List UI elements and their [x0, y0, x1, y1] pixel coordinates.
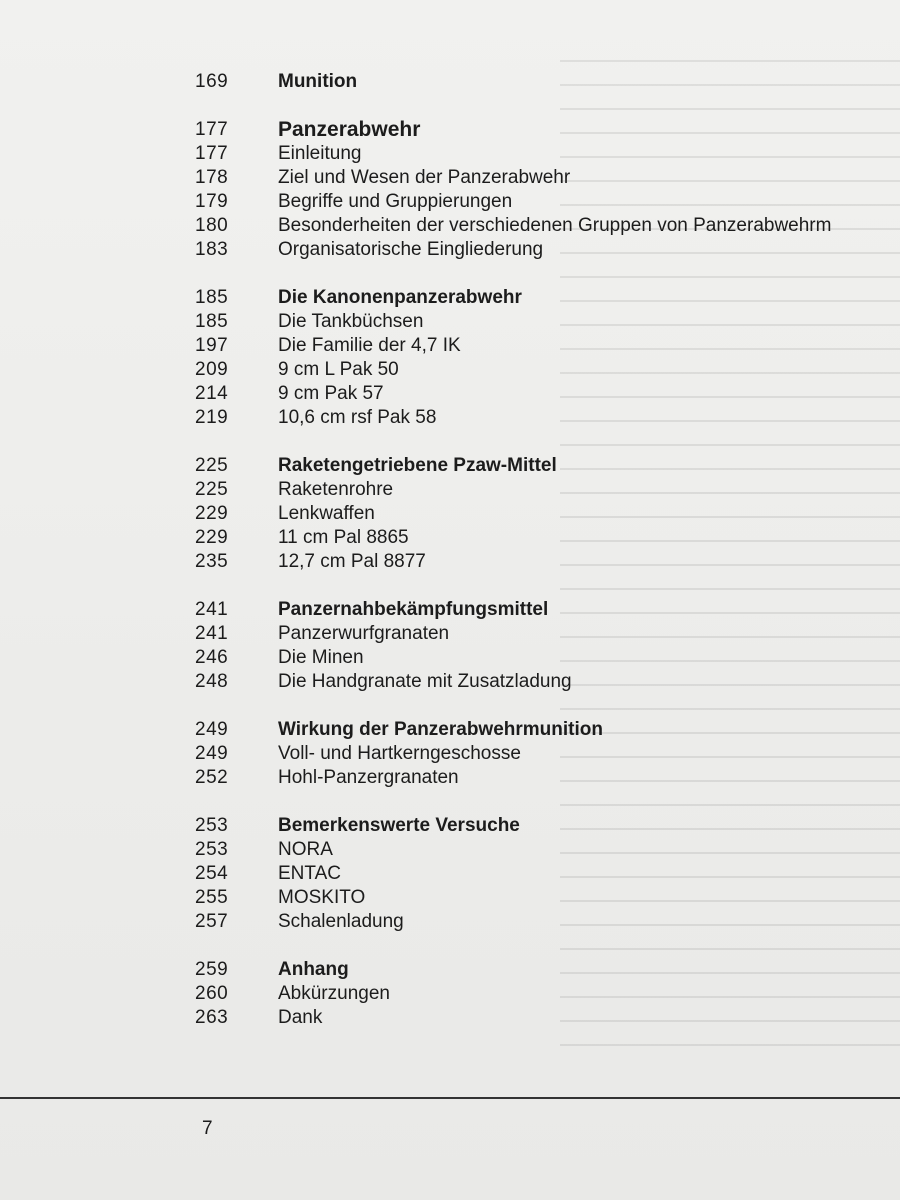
toc-page-number: 257	[195, 911, 229, 932]
toc-page-number: 263	[195, 1007, 229, 1028]
toc-entry-title: Die Familie der 4,7 IK	[278, 335, 461, 356]
toc-page-number: 260	[195, 983, 229, 1004]
toc-entry-title: Schalenladung	[278, 911, 404, 932]
toc-entry-row	[0, 622, 900, 646]
toc-entry-title: Besonderheiten der verschiedenen Gruppen von Panzerabwehrm	[278, 215, 832, 236]
toc-entry-row	[0, 982, 900, 1006]
toc-page-number: 253	[195, 839, 229, 860]
toc-entry-title: Begriffe und Gruppierungen	[278, 191, 513, 212]
toc-entry-row	[0, 382, 900, 406]
toc-entry-title: Hohl-Panzergranaten	[278, 767, 459, 788]
toc-section	[0, 598, 900, 694]
toc-page-number: 229	[195, 503, 229, 524]
toc-entry-row	[0, 334, 900, 358]
toc-page-number: 177	[195, 119, 229, 140]
toc-section	[0, 958, 900, 1030]
toc-heading-title: Bemerkenswerte Versuche	[278, 815, 520, 836]
page-number: 7	[202, 1118, 213, 1139]
toc-heading-title: Panzerabwehr	[278, 118, 421, 141]
toc-entry-title: Die Tankbüchsen	[278, 311, 424, 332]
toc-page-number: 219	[195, 407, 229, 428]
toc-entry-row	[0, 502, 900, 526]
toc-entry-row	[0, 190, 900, 214]
toc-page-number: 225	[195, 455, 229, 476]
toc-heading-title: Die Kanonenpanzerabwehr	[278, 287, 522, 308]
toc-entry-row	[0, 862, 900, 886]
toc-entry-row	[0, 166, 900, 190]
toc-page-number: 169	[195, 71, 229, 92]
toc-page-number: 185	[195, 287, 229, 308]
toc-entry-row	[0, 646, 900, 670]
toc-heading-title: Panzernahbekämpfungsmittel	[278, 599, 549, 620]
toc-page-number: 246	[195, 647, 229, 668]
footer-rule	[0, 1097, 900, 1099]
toc-entry-title: 9 cm Pak 57	[278, 383, 384, 404]
toc-page-number: 241	[195, 599, 229, 620]
toc-entry-title: Ziel und Wesen der Panzerabwehr	[278, 167, 571, 188]
toc-section	[0, 454, 900, 574]
toc-page-number: 209	[195, 359, 229, 380]
toc-page-number: 185	[195, 311, 229, 332]
toc-page-number: 249	[195, 743, 229, 764]
toc-entry-title: Lenkwaffen	[278, 503, 375, 524]
toc-entry-title: Organisatorische Eingliederung	[278, 239, 544, 260]
toc-entry-title: Abkürzungen	[278, 983, 390, 1004]
toc-page-number: 249	[195, 719, 229, 740]
toc-entry-row	[0, 886, 900, 910]
toc-page-number: 253	[195, 815, 229, 836]
toc-entry-title: Raketenrohre	[278, 479, 394, 500]
toc-entry-title: 9 cm L Pak 50	[278, 359, 399, 380]
toc-heading-row	[0, 70, 900, 94]
toc-page-number: 177	[195, 143, 229, 164]
toc-heading-row	[0, 118, 900, 142]
toc-page-number: 254	[195, 863, 229, 884]
toc-section	[0, 70, 900, 94]
toc-entry-row	[0, 766, 900, 790]
toc-entry-row	[0, 310, 900, 334]
toc-entry-row	[0, 526, 900, 550]
toc-entry-row	[0, 478, 900, 502]
toc-entry-title: Einleitung	[278, 143, 362, 164]
toc-entry-title: MOSKITO	[278, 887, 366, 908]
toc-entry-row	[0, 838, 900, 862]
toc-page-number: 197	[195, 335, 229, 356]
toc-entry-title: NORA	[278, 839, 333, 860]
toc-page-number: 255	[195, 887, 229, 908]
toc-section	[0, 814, 900, 934]
toc-entry-row	[0, 358, 900, 382]
toc-heading-row	[0, 286, 900, 310]
toc-page-number: 180	[195, 215, 229, 236]
toc-page-number: 252	[195, 767, 229, 788]
toc-entry-title: Dank	[278, 1007, 323, 1028]
toc-page-number: 183	[195, 239, 229, 260]
toc-entry-title: 12,7 cm Pal 8877	[278, 551, 426, 572]
toc-heading-row	[0, 958, 900, 982]
toc-heading-title: Wirkung der Panzerabwehrmunition	[278, 719, 603, 740]
toc-entry-row	[0, 214, 900, 238]
toc-entry-row	[0, 1006, 900, 1030]
toc-heading-row	[0, 598, 900, 622]
toc-heading-title: Anhang	[278, 959, 349, 980]
toc-section	[0, 718, 900, 790]
toc-entry-title: 10,6 cm rsf Pak 58	[278, 407, 437, 428]
toc-entry-row	[0, 406, 900, 430]
toc-entry-row	[0, 742, 900, 766]
toc-entry-title: 11 cm Pal 8865	[278, 527, 409, 548]
toc-page-number: 248	[195, 671, 229, 692]
toc-page-number: 178	[195, 167, 229, 188]
toc-entry-row	[0, 550, 900, 574]
toc-entry-row	[0, 142, 900, 166]
toc-entry-title: Voll- und Hartkerngeschosse	[278, 743, 521, 764]
toc-page-number: 225	[195, 479, 229, 500]
toc-entry-title: Panzerwurfgranaten	[278, 623, 450, 644]
toc-page-number: 214	[195, 383, 229, 404]
toc-entry-row	[0, 910, 900, 934]
toc-section	[0, 118, 900, 262]
toc-page-number: 241	[195, 623, 229, 644]
toc-heading-row	[0, 814, 900, 838]
toc-page-number: 235	[195, 551, 229, 572]
toc-entry-title: ENTAC	[278, 863, 341, 884]
toc-entry-row	[0, 670, 900, 694]
toc-entry-row	[0, 238, 900, 262]
toc-entry-title: Die Handgranate mit Zusatzladung	[278, 671, 572, 692]
toc-page-number: 179	[195, 191, 229, 212]
toc-section	[0, 286, 900, 430]
toc-entry-title: Die Minen	[278, 647, 364, 668]
toc-heading-row	[0, 718, 900, 742]
toc-page-number: 229	[195, 527, 229, 548]
toc-heading-title: Munition	[278, 71, 358, 92]
toc-heading-row	[0, 454, 900, 478]
toc-page-number: 259	[195, 959, 229, 980]
table-of-contents	[0, 70, 900, 1054]
toc-heading-title: Raketengetriebene Pzaw-Mittel	[278, 455, 557, 476]
